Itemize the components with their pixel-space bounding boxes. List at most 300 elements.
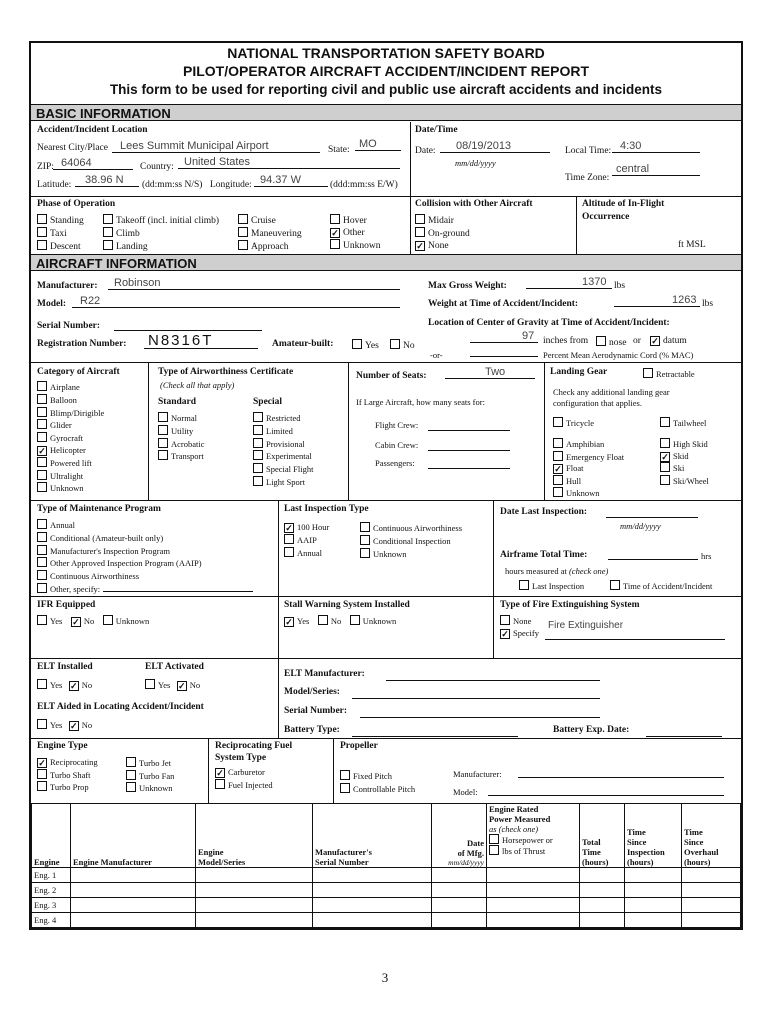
model-field[interactable] [72, 295, 400, 308]
state-value: MO [359, 138, 377, 150]
engine-turbo-shaft[interactable]: Turbo Shaft [37, 769, 98, 782]
category-powered-lift-checkbox[interactable] [37, 457, 47, 467]
gear-hull[interactable]: Hull [553, 475, 624, 488]
state-field[interactable] [355, 138, 401, 151]
engine-unknown-checkbox[interactable] [126, 782, 136, 792]
engine-turbo-jet[interactable]: Turbo Jet [126, 757, 174, 770]
maint-manufacturer[interactable]: Manufacturer's Inspection Program [37, 545, 253, 558]
country-field[interactable] [178, 156, 400, 169]
fuel-injected[interactable]: Fuel Injected [215, 779, 273, 792]
gear-emergency-float-checkbox[interactable] [553, 451, 563, 461]
phase-takeoff[interactable]: Takeoff (incl. initial climb) [103, 214, 219, 227]
engine-turbo-jet-checkbox[interactable] [126, 757, 136, 767]
date-field[interactable] [440, 140, 550, 153]
category-blimp-checkbox[interactable] [37, 407, 47, 417]
insp-conditional[interactable]: Conditional Inspection [360, 535, 462, 548]
power-hp[interactable]: Horsepower or [489, 834, 577, 845]
elt-activated-yes[interactable]: Yes [145, 680, 170, 690]
last-inspection-title: Last Inspection Type [284, 504, 369, 514]
collision-midair-checkbox[interactable] [415, 214, 425, 224]
power-lbs[interactable]: lbs of Thrust [489, 845, 577, 856]
serial-number-label: Serial Number: [37, 321, 101, 331]
cell[interactable] [432, 898, 487, 913]
engine-unknown[interactable]: Unknown [126, 782, 174, 795]
phase-hover-checkbox[interactable] [330, 214, 340, 224]
phase-approach[interactable]: Approach [238, 240, 302, 253]
cell[interactable] [432, 883, 487, 898]
category-helicopter[interactable]: ✓Helicopter [37, 445, 104, 457]
longitude-field[interactable] [254, 174, 328, 187]
collision-none-checkbox[interactable] [415, 241, 425, 251]
elt-serial-field[interactable] [360, 705, 600, 718]
maint-aaip[interactable]: Other Approved Inspection Program (AAIP) [37, 557, 253, 570]
cell[interactable] [682, 913, 741, 928]
col-model: Engine Model/Series [196, 804, 313, 868]
power-lbs-checkbox[interactable] [489, 845, 499, 855]
elt-activated-no[interactable]: ✓ No [177, 680, 200, 690]
engine-turbo-prop[interactable]: Turbo Prop [37, 781, 98, 794]
special-provisional[interactable]: Provisional [253, 438, 313, 451]
gear-amphibian[interactable]: Amphibian [553, 438, 624, 451]
fire-none-checkbox[interactable] [500, 615, 510, 625]
cell[interactable] [487, 898, 580, 913]
col-serial: Manufacturer's Serial Number [313, 804, 432, 868]
ifr-unknown[interactable]: Unknown [103, 616, 150, 626]
gear-high-skid-checkbox[interactable] [660, 438, 670, 448]
fuel-carburetor-checkbox[interactable] [215, 768, 225, 778]
max-gross-field[interactable] [526, 276, 612, 289]
cell[interactable] [71, 898, 196, 913]
phase-landing[interactable]: Landing [103, 240, 219, 253]
section-aircraft-information: AIRCRAFT INFORMATION [31, 254, 741, 271]
divider [31, 362, 741, 363]
retractable[interactable]: Retractable [643, 368, 695, 379]
maintenance-list [37, 519, 253, 596]
category-airplane[interactable]: Airplane [37, 381, 104, 394]
engine-turbo-fan[interactable]: Turbo Fan [126, 770, 174, 783]
airworthiness-title: Type of Airworthiness Certificate [158, 367, 294, 377]
category-gyrocraft[interactable]: Gyrocraft [37, 432, 104, 445]
gear-skid[interactable]: ✓Skid [660, 451, 709, 463]
cell[interactable] [196, 913, 313, 928]
cell[interactable] [625, 913, 682, 928]
maint-other-checkbox[interactable] [37, 583, 47, 593]
stall-title: Stall Warning System Installed [284, 600, 410, 610]
stall-yes[interactable]: ✓Yes [284, 616, 309, 626]
serial-number-field[interactable] [114, 318, 262, 331]
phase-other[interactable]: ✓Other [330, 227, 380, 239]
phase-takeoff-checkbox[interactable] [103, 214, 113, 224]
divider [348, 362, 349, 500]
maint-continuous[interactable]: Continuous Airworthiness [37, 570, 253, 583]
cell[interactable] [682, 868, 741, 883]
cg-label: Location of Center of Gravity at Time of Accident/Incident: [428, 318, 670, 328]
insp-continuous-checkbox[interactable] [360, 522, 370, 532]
collision-midair[interactable]: Midair [415, 214, 470, 227]
engine-turbo-prop-checkbox[interactable] [37, 781, 47, 791]
landing-gear-title: Landing Gear [550, 367, 608, 377]
prop-controllable-pitch[interactable]: Controllable Pitch [340, 783, 415, 796]
time-zone-label: Time Zone: [565, 173, 610, 183]
phase-maneuvering-checkbox[interactable] [238, 227, 248, 237]
category-airplane-checkbox[interactable] [37, 381, 47, 391]
propeller-title: Propeller [340, 741, 378, 751]
local-time-field[interactable] [612, 140, 700, 153]
cell[interactable] [313, 883, 432, 898]
cell[interactable] [682, 898, 741, 913]
cg-nose[interactable]: nose [596, 336, 626, 348]
insp-100-hour[interactable]: ✓100 Hour [284, 522, 329, 534]
cell[interactable] [580, 883, 625, 898]
inspection-left [284, 522, 329, 559]
col-total-time: Total Time (hours) [580, 804, 625, 868]
collision-none[interactable]: ✓None [415, 240, 470, 252]
phase-cruise[interactable]: Cruise [238, 214, 302, 227]
cg-datum[interactable]: ✓ datum [650, 336, 687, 346]
category-glider-checkbox[interactable] [37, 419, 47, 429]
elt-activated-yes-checkbox[interactable] [145, 679, 155, 689]
phase-climb[interactable]: Climb [103, 227, 219, 240]
cell[interactable] [432, 868, 487, 883]
gear-ski-wheel[interactable]: Ski/Wheel [660, 475, 709, 488]
gear-skid-checkbox[interactable] [660, 452, 670, 462]
landing-gear-note-1: Check any additional landing gear [553, 387, 670, 397]
divider [31, 196, 741, 197]
battery-type-field[interactable] [352, 724, 518, 737]
divider [576, 196, 577, 254]
fire-title: Type of Fire Extinguishing System [500, 600, 640, 610]
special-restricted[interactable]: Restricted [253, 412, 313, 425]
cg-or-2: -or- [430, 350, 443, 360]
power-hp-checkbox[interactable] [489, 834, 499, 844]
cell[interactable] [313, 868, 432, 883]
prop-controllable-pitch-checkbox[interactable] [340, 783, 350, 793]
insp-continuous[interactable]: Continuous Airworthiness [360, 522, 462, 535]
retractable-checkbox[interactable] [643, 368, 653, 378]
gear-ski-wheel-checkbox[interactable] [660, 475, 670, 485]
fuel-injected-checkbox[interactable] [215, 779, 225, 789]
cell[interactable] [625, 898, 682, 913]
cell[interactable] [625, 883, 682, 898]
table-row [32, 913, 741, 928]
manufacturer-field[interactable] [108, 277, 400, 290]
cell[interactable] [487, 883, 580, 898]
special-experimental[interactable]: Experimental [253, 450, 313, 463]
category-blimp[interactable]: Blimp/Dirigible [37, 407, 104, 420]
amateur-yes-checkbox[interactable] [352, 339, 362, 349]
elt-aided-options [37, 719, 92, 731]
gear-high-skid[interactable]: High Skid [660, 438, 709, 451]
category-ultralight-checkbox[interactable] [37, 470, 47, 480]
standard-normal[interactable]: Normal [158, 412, 205, 425]
category-gyrocraft-checkbox[interactable] [37, 432, 47, 442]
fuel-carburetor[interactable]: ✓Carburetor [215, 767, 273, 779]
col-engine-manufacturer: Engine Manufacturer [71, 804, 196, 868]
special-experimental-checkbox[interactable] [253, 450, 263, 460]
cell[interactable] [196, 883, 313, 898]
hours-measured: hours measured at (check one) [505, 566, 609, 576]
elt-manufacturer-field[interactable] [386, 668, 600, 681]
category-balloon-checkbox[interactable] [37, 394, 47, 404]
cell[interactable] [432, 913, 487, 928]
elt-aided-yes[interactable]: Yes [37, 720, 62, 730]
phase-cruise-checkbox[interactable] [238, 214, 248, 224]
category-unknown[interactable]: Unknown [37, 482, 104, 495]
prop-fixed-pitch[interactable]: Fixed Pitch [340, 770, 415, 783]
weight-field[interactable] [614, 294, 700, 307]
measured-time-of-accident[interactable]: Time of Accident/Incident [610, 580, 712, 591]
insp-aaip[interactable]: AAIP [284, 534, 329, 547]
gear-amphibian-checkbox[interactable] [553, 438, 563, 448]
engine-reciprocating-checkbox[interactable] [37, 758, 47, 768]
altitude-title-2: Occurrence [582, 212, 630, 222]
row-label: Eng. 3 [32, 898, 71, 913]
gear-hull-checkbox[interactable] [553, 475, 563, 485]
time-zone-field[interactable] [612, 163, 700, 176]
engine-reciprocating[interactable]: ✓Reciprocating [37, 757, 98, 769]
fire-specify-field[interactable] [545, 620, 725, 640]
cell[interactable] [313, 898, 432, 913]
engine-turbo-shaft-checkbox[interactable] [37, 769, 47, 779]
gear-tricycle[interactable]: Tricycle [553, 417, 594, 428]
special-provisional-checkbox[interactable] [253, 438, 263, 448]
battery-exp-field[interactable] [646, 724, 722, 737]
special-restricted-checkbox[interactable] [253, 412, 263, 422]
cabin-crew-field[interactable] [428, 438, 510, 451]
elt-installed-yes[interactable]: Yes [37, 680, 62, 690]
phase-unknown-checkbox[interactable] [330, 239, 340, 249]
airframe-field[interactable] [608, 547, 698, 560]
cell[interactable] [71, 883, 196, 898]
category-ultralight[interactable]: Ultralight [37, 470, 104, 483]
stall-no-checkbox[interactable] [318, 615, 328, 625]
standard-utility-checkbox[interactable] [158, 425, 168, 435]
amateur-no[interactable]: No [390, 339, 415, 351]
special-light-sport-checkbox[interactable] [253, 476, 263, 486]
divider [31, 596, 741, 597]
date-value: 08/19/2013 [456, 140, 512, 152]
maint-other-field[interactable] [103, 591, 253, 592]
cell[interactable] [196, 868, 313, 883]
special-flight-checkbox[interactable] [253, 463, 263, 473]
fire-specify-checkbox[interactable] [500, 629, 510, 639]
ifr-yes-checkbox[interactable] [37, 615, 47, 625]
gear-tailwheel-checkbox[interactable] [660, 417, 670, 427]
measured-last-inspection[interactable]: Last Inspection [519, 580, 584, 591]
gear-tailwheel[interactable]: Tailwheel [660, 417, 706, 428]
standard-utility[interactable]: Utility [158, 425, 205, 438]
category-helicopter-checkbox[interactable] [37, 446, 47, 456]
maint-annual[interactable]: Annual [37, 519, 253, 532]
maint-manufacturer-checkbox[interactable] [37, 545, 47, 555]
phase-unknown[interactable]: Unknown [330, 239, 380, 252]
standard-transport-checkbox[interactable] [158, 450, 168, 460]
phase-standing[interactable]: Standing [37, 214, 84, 227]
registration-field[interactable] [144, 332, 258, 349]
stall-unknown[interactable]: Unknown [350, 616, 397, 626]
measured-time-of-accident-checkbox[interactable] [610, 580, 620, 590]
maintenance-title: Type of Maintenance Program [37, 504, 161, 514]
ifr-no-checkbox[interactable] [71, 617, 81, 627]
special-limited-checkbox[interactable] [253, 425, 263, 435]
fuel-title-2: System Type [215, 753, 267, 763]
cell[interactable] [580, 898, 625, 913]
flight-crew-field[interactable] [428, 418, 510, 431]
maint-conditional[interactable]: Conditional (Amateur-built only) [37, 532, 253, 545]
ifr-no[interactable]: ✓ No [71, 616, 94, 626]
phase-descent-checkbox[interactable] [37, 240, 47, 250]
cell[interactable] [625, 868, 682, 883]
gear-emergency-float[interactable]: Emergency Float [553, 451, 624, 464]
elt-aided-title: ELT Aided in Locating Accident/Incident [37, 702, 204, 712]
model-value: R22 [80, 295, 101, 307]
phase-taxi-checkbox[interactable] [37, 227, 47, 237]
maint-other[interactable]: Other, specify: [37, 583, 253, 596]
divider [148, 362, 149, 500]
collision-on-ground[interactable]: On-ground [415, 227, 470, 240]
fire-none[interactable]: None [500, 615, 531, 626]
category-powered-lift[interactable]: Powered lift [37, 457, 104, 470]
cg-field[interactable] [470, 330, 538, 343]
gear-unknown-checkbox[interactable] [553, 487, 563, 497]
phase-col-3 [238, 214, 302, 253]
gear-float-checkbox[interactable] [553, 464, 563, 474]
cg-mac-field[interactable] [470, 344, 538, 357]
insp-100-hour-checkbox[interactable] [284, 523, 294, 533]
elt-installed-yes-checkbox[interactable] [37, 679, 47, 689]
divider [493, 500, 494, 658]
amateur-no-checkbox[interactable] [390, 339, 400, 349]
phase-taxi[interactable]: Taxi [37, 227, 84, 240]
stall-unknown-checkbox[interactable] [350, 615, 360, 625]
latitude-field[interactable] [75, 174, 139, 187]
fuel-title-1: Reciprocating Fuel [215, 741, 293, 751]
engine-turbo-fan-checkbox[interactable] [126, 770, 136, 780]
category-balloon[interactable]: Balloon [37, 394, 104, 407]
prop-fixed-pitch-checkbox[interactable] [340, 770, 350, 780]
prop-model-field[interactable] [488, 785, 724, 796]
cg-nose-checkbox[interactable] [596, 336, 606, 346]
date-last-inspection-field[interactable] [606, 505, 698, 518]
phase-col-1 [37, 214, 84, 253]
phase-descent[interactable]: Descent [37, 240, 84, 253]
standard-acrobatic-checkbox[interactable] [158, 438, 168, 448]
weight-value: 1263 [672, 294, 697, 306]
divider [278, 500, 279, 658]
insp-aaip-checkbox[interactable] [284, 534, 294, 544]
airframe-label: Airframe Total Time: [500, 550, 588, 560]
maint-annual-checkbox[interactable] [37, 519, 47, 529]
elt-installed-no[interactable]: ✓ No [69, 680, 92, 690]
insp-conditional-checkbox[interactable] [360, 535, 370, 545]
cell[interactable] [71, 868, 196, 883]
stall-yes-checkbox[interactable] [284, 617, 294, 627]
special-list [253, 412, 313, 489]
collision-on-ground-checkbox[interactable] [415, 227, 425, 237]
insp-unknown-checkbox[interactable] [360, 548, 370, 558]
prop-manufacturer-field[interactable] [518, 767, 724, 778]
elt-installed-no-checkbox[interactable] [69, 681, 79, 691]
flight-crew-label: Flight Crew: [375, 420, 419, 430]
gear-unknown[interactable]: Unknown [553, 487, 624, 500]
phase-climb-checkbox[interactable] [103, 227, 113, 237]
category-glider[interactable]: Glider [37, 419, 104, 432]
ifr-yes[interactable]: Yes [37, 616, 62, 626]
cell[interactable] [487, 913, 580, 928]
standard-normal-checkbox[interactable] [158, 412, 168, 422]
cell[interactable] [682, 883, 741, 898]
elt-aided-yes-checkbox[interactable] [37, 719, 47, 729]
insp-unknown[interactable]: Unknown [360, 548, 462, 561]
phase-maneuvering[interactable]: Maneuvering [238, 227, 302, 240]
fire-specify[interactable]: ✓Specify [500, 628, 539, 639]
gear-ski-checkbox[interactable] [660, 462, 670, 472]
cell[interactable] [313, 913, 432, 928]
cabin-crew-label: Cabin Crew: [375, 440, 419, 450]
gear-right-list [660, 438, 709, 487]
cell[interactable] [580, 913, 625, 928]
elt-aided-no-checkbox[interactable] [69, 721, 79, 731]
phase-hover[interactable]: Hover [330, 214, 380, 227]
col-engine: Engine [32, 804, 71, 868]
standard-acrobatic[interactable]: Acrobatic [158, 438, 205, 451]
passengers-label: Passengers: [375, 458, 415, 468]
nearest-city-field[interactable] [112, 140, 320, 153]
cell[interactable] [196, 898, 313, 913]
gear-tricycle-checkbox[interactable] [553, 417, 563, 427]
cell[interactable] [487, 868, 580, 883]
category-unknown-checkbox[interactable] [37, 482, 47, 492]
phase-approach-checkbox[interactable] [238, 240, 248, 250]
insp-annual[interactable]: Annual [284, 547, 329, 560]
elt-aided-no[interactable]: ✓ No [69, 720, 92, 730]
phase-other-checkbox[interactable] [330, 228, 340, 238]
special-limited[interactable]: Limited [253, 425, 313, 438]
special-flight[interactable]: Special Flight [253, 463, 313, 476]
maint-continuous-checkbox[interactable] [37, 570, 47, 580]
col-power: Engine Rated Power Measured as (check one) Horsepower or lbs of Thrust [487, 804, 580, 868]
seats-field[interactable] [445, 366, 535, 379]
cell[interactable] [580, 868, 625, 883]
special-light-sport[interactable]: Light Sport [253, 476, 313, 489]
max-gross-value: 1370 [582, 276, 607, 288]
phase-landing-checkbox[interactable] [103, 240, 113, 250]
elt-activated-no-checkbox[interactable] [177, 681, 187, 691]
stall-no[interactable]: No [318, 616, 341, 626]
longitude-label: Longitude: [210, 180, 252, 190]
date-label: Date: [415, 146, 436, 156]
gear-float[interactable]: ✓Float [553, 463, 624, 475]
standard-transport[interactable]: Transport [158, 450, 205, 463]
measured-last-inspection-checkbox[interactable] [519, 580, 529, 590]
maint-aaip-checkbox[interactable] [37, 557, 47, 567]
phase-col-4 [330, 214, 380, 252]
passengers-field[interactable] [428, 456, 510, 469]
elt-model-field[interactable] [352, 686, 600, 699]
gear-ski[interactable]: Ski [660, 462, 709, 475]
ifr-unknown-checkbox[interactable] [103, 615, 113, 625]
standard-title: Standard [158, 397, 197, 407]
cell[interactable] [71, 913, 196, 928]
phase-standing-checkbox[interactable] [37, 214, 47, 224]
maint-conditional-checkbox[interactable] [37, 532, 47, 542]
insp-annual-checkbox[interactable] [284, 547, 294, 557]
row-label: Eng. 2 [32, 883, 71, 898]
amateur-yes[interactable]: Yes [352, 339, 379, 351]
cg-datum-checkbox[interactable] [650, 336, 660, 346]
zip-field[interactable] [53, 157, 133, 170]
elt-installed-title: ELT Installed [37, 662, 93, 672]
